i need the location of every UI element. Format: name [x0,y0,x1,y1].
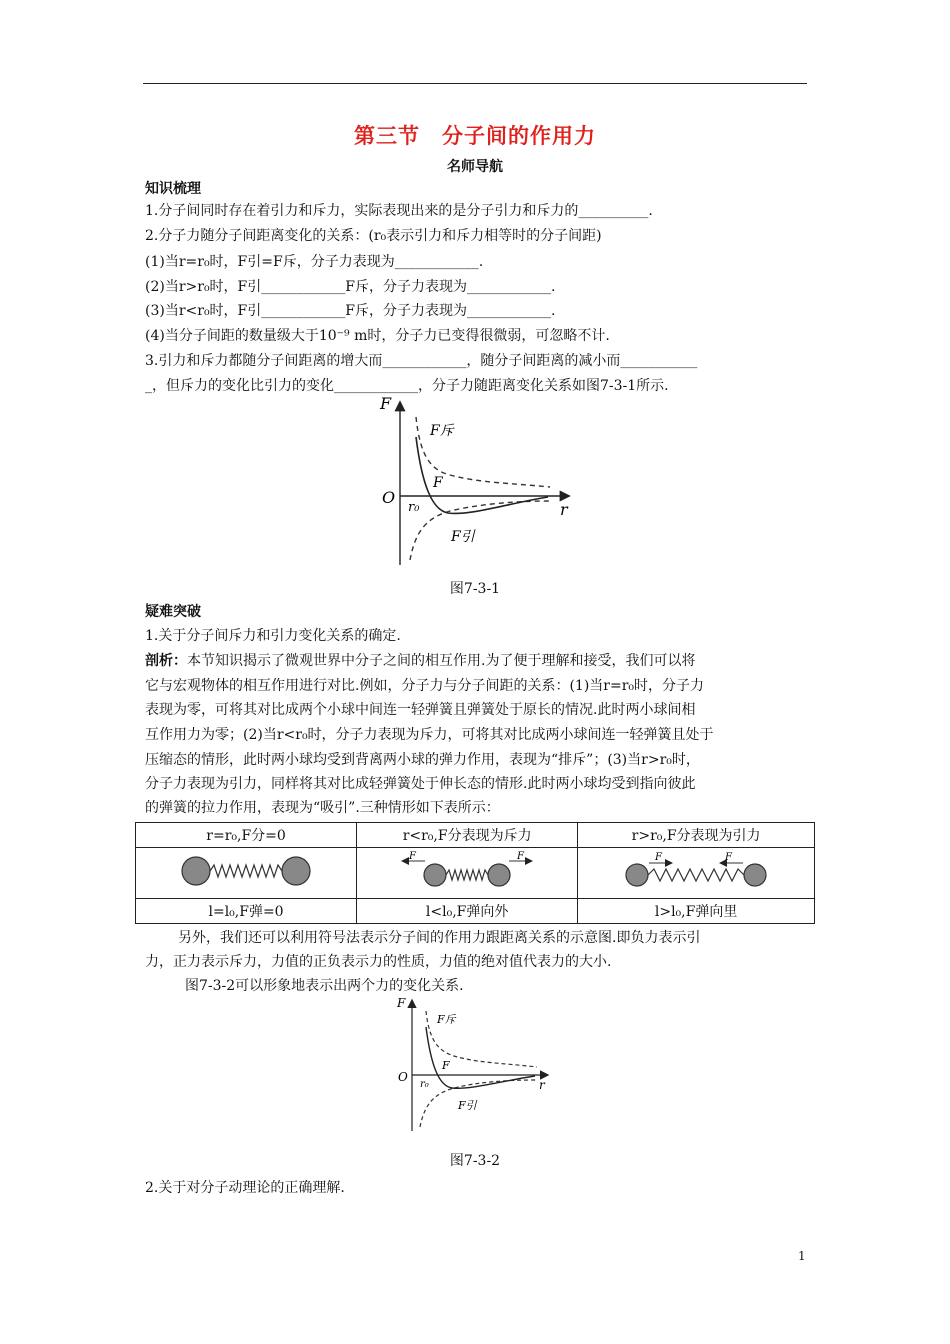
page-title: 第三节 分子间的作用力 [354,124,596,148]
page-subtitle: 名师导航 [447,159,503,175]
origin-label: O [382,488,396,507]
table-row [136,823,815,848]
axis-label-f: F [397,996,406,1010]
paragraph: 它与宏观物体的相互作用进行对比.例如，分子力与分子间距的关系：(1)当r=r₀时，分子力 [145,678,705,694]
spring-stretched [621,851,771,891]
comparison-table [135,822,815,924]
section-heading-knowledge: 知识梳理 [145,181,201,197]
analysis-label: 剖析： [145,653,187,669]
paragraph: 图7-3-2可以形象地表示出两个力的变化关系. [185,978,464,994]
origin-label: O [398,1070,408,1084]
paragraph: 2.关于对分子动理论的正确理解. [145,1180,345,1196]
table-cell [357,848,578,899]
attraction-label: F引 [451,529,475,545]
figure-7-3-1 [370,395,580,570]
table-header-cell: r=r₀,F分=0 [136,823,357,848]
table-cell [578,848,815,899]
figure-7-3-2 [392,995,557,1135]
paragraph: 表现为零，可将其对比成两个小球中间连一轻弹簧且弹簧处于原长的情况.此时两小球间相 [145,702,696,718]
paragraph: 互作用力为零；(2)当r<r₀时，分子力表现为斥力，可将其对比成两小球间连一轻弹簧且处于 [145,727,714,743]
paragraph [145,652,695,670]
paragraph: (4)当分子间距的数量级大于10⁻⁹ m时，分子力已变得很微弱，可忽略不计. [145,328,610,344]
paragraph: 3.引力和斥力都随分子间距离的增大而____________，随分子间距离的减小而___________ [145,353,698,369]
r0-label: r₀ [408,500,420,515]
paragraph: 另外，我们还可以利用符号法表示分子间的作用力跟距离关系的示意图.即负力表示引 [178,930,701,946]
table-header-cell: r<r₀,F分表现为斥力 [357,823,578,848]
repulsion-label: F斥 [437,1013,456,1026]
axis-label-r: r [560,500,568,519]
paragraph: (1)当r=r₀时，F引=F斥，分子力表现为____________. [145,254,484,270]
figure-caption: 图7-3-2 [449,1153,501,1169]
section-heading-difficulties: 疑难突破 [145,604,201,620]
force-label: F [725,852,733,863]
header-rule [143,83,807,84]
paragraph: 1.关于分子间斥力和引力变化关系的确定. [145,628,401,644]
paragraph: 力，正力表示斥力，力值的正负表示力的性质，力值的绝对值代表力的大小. [145,954,612,970]
paragraph: 分子力表现为引力，同样将其对比成轻弹簧处于伸长态的情形.此时两小球均受到指向彼此 [145,776,696,792]
net-force-label: F [442,1059,450,1072]
paragraph: (3)当r<r₀时，F引____________F斥，分子力表现为____________. [145,303,556,319]
table-row [136,848,815,899]
table-footer-cell: l>l₀,F弹向里 [578,899,815,924]
table-cell [136,848,357,899]
axis-label-r: r [539,1078,545,1092]
paragraph: 的弹簧的拉力作用，表现为“吸引”.三种情形如下表所示： [145,800,500,816]
table-header-cell: r>r₀,F分表现为引力 [578,823,815,848]
table-row [136,899,815,924]
page-number: 1 [798,1249,806,1263]
force-label: F [517,851,525,862]
paragraph: 1.分子间同时存在着引力和斥力，实际表现出来的是分子引力和斥力的__________. [145,203,653,219]
paragraph: 压缩态的情形，此时两小球均受到背离两小球的弹力作用，表现为“排斥”；(3)当r>r₀时， [145,752,700,768]
paragraph: 2.分子力随分子间距离变化的关系：(r₀表示引力和斥力相等时的分子间距) [145,228,602,244]
axis-label-f: F [380,395,392,413]
paragraph: _，但斥力的变化比引力的变化____________，分子力随距离变化关系如图7-3-1所示. [145,378,669,394]
net-force-label: F [433,475,443,491]
paragraph: (2)当r>r₀时，F引____________F斥，分子力表现为____________. [145,279,556,295]
repulsion-label: F斥 [430,423,454,439]
table-footer-cell: l=l₀,F弹=0 [136,899,357,924]
r0-label: r₀ [420,1079,429,1090]
force-label: F [409,851,417,862]
spring-natural-length [176,851,316,891]
spring-compressed [397,851,537,891]
attraction-label: F引 [458,1099,477,1112]
force-label: F [655,852,663,863]
figure-caption: 图7-3-1 [449,581,501,597]
paragraph-text: 本节知识揭示了微观世界中分子之间的相互作用.为了便于理解和接受，我们可以将 [187,653,696,669]
table-footer-cell: l<l₀,F弹向外 [357,899,578,924]
